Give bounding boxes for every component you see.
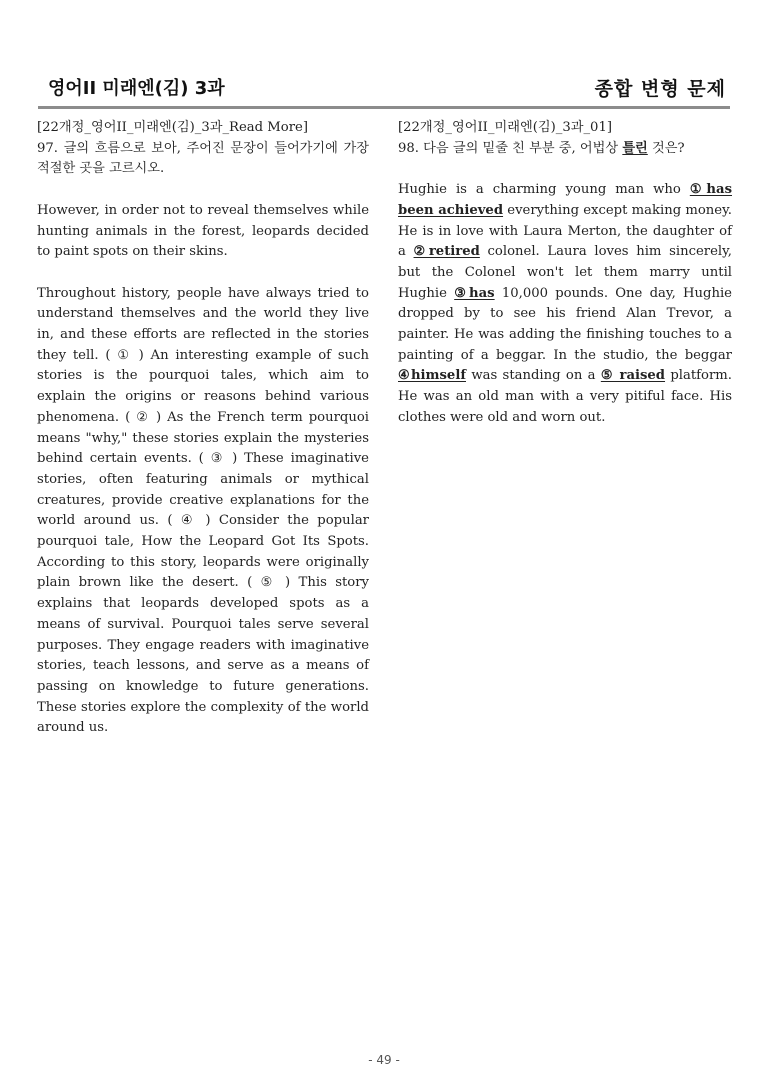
- q97-text-5: ) Consider the popular pourquoi tale, How the Leopard Got Its Spots. According to this story, leopards were originally plain brown like the desert. (: [37, 513, 369, 591]
- q98-text-1: Hughie is a charming young man who: [398, 182, 690, 198]
- q98-underline-2: ②retired: [413, 244, 480, 260]
- q98-text-4: 10,000 pounds. One day, Hughie dropped by to see his friend Alan Trevor, a painter. He was adding the finishing touches to a painting of a beggar. In the studio, the beggar: [398, 285, 732, 363]
- q97-text-6: ) This story explains that leopards developed spots as a means of survival. Pourquoi tales serve several purposes. They engage readers with imaginative stories, teach lessons, and serve as a means of passing on knowledge to future generations. These stories explore the complexity of the world around us.: [37, 575, 369, 736]
- q97-text-2: ) An interesting example of such stories is the pourquoi tales, which aim to explain the origins or reasons behind various phenomena. (: [37, 347, 369, 425]
- q98-source: [22개정_영어II_미래엔(김)_3과_01]: [398, 120, 612, 135]
- q98-question-b: 것은?: [647, 140, 685, 156]
- q97-given-sentence: However, in order not to reveal themselves while hunting animals in the forest, leopards decided to paint spots on their skins.: [37, 202, 369, 260]
- q98-question: [398, 139, 732, 160]
- question-98: [398, 118, 732, 429]
- question-97: [37, 118, 369, 739]
- q97-marker-4: ④: [180, 513, 197, 529]
- section-title: 종합 변형 문제: [594, 78, 726, 100]
- q97-text-4: ) These imaginative stories, often featuring animals or mythical creatures, provide creative explanations for the world around us. (: [37, 451, 369, 529]
- q97-marker-5: ⑤: [260, 575, 277, 591]
- q98-question-emphasis: 틀린: [622, 140, 648, 156]
- q98-underline-4: ④himself: [398, 368, 466, 384]
- q98-passage: [398, 180, 732, 428]
- q98-underline-5: ⑤ raised: [600, 368, 666, 384]
- page-header: [38, 72, 730, 109]
- page-number: - 49 -: [368, 1053, 400, 1067]
- q98-text-3: colonel. Laura loves him sincerely, but the Colonel won't let them marry until Hughie: [398, 244, 732, 301]
- q97-text-3: ) As the French term pourquoi means "why," these stories explain the mysteries behind certain events. (: [37, 409, 370, 467]
- q98-text-6: platform. He was an old man with a very pitiful face. His clothes were old and worn out.: [398, 368, 732, 425]
- book-title: 영어II 미래엔(김) 3과: [48, 78, 225, 99]
- q98-question-a: 98. 다음 글의 밑줄 친 부분 중, 어법상: [398, 140, 623, 156]
- q98-underline-1: ①has been achieved: [398, 182, 732, 218]
- q98-text-5: was standing on a: [466, 368, 601, 384]
- q97-passage: [37, 284, 369, 739]
- q97-source: [22개정_영어II_미래엔(김)_3과_Read More]: [37, 120, 308, 135]
- q97-question: 97. 글의 흐름으로 보아, 주어진 문장이 들어가기에 가장 적절한 곳을 고르시오.: [37, 140, 369, 177]
- q97-text-1: Throughout history, people have always tried to understand themselves and the world they live in, and these efforts are reflected in the stories they tell. (: [37, 285, 369, 363]
- q98-text-2: everything except making money. He is in love with Laura Merton, the daughter of a: [398, 202, 732, 260]
- q97-marker-3: ③: [210, 451, 226, 467]
- q98-underline-3: ③has: [454, 285, 495, 301]
- q97-marker-1: ①: [117, 347, 132, 363]
- q97-marker-2: ②: [136, 409, 150, 425]
